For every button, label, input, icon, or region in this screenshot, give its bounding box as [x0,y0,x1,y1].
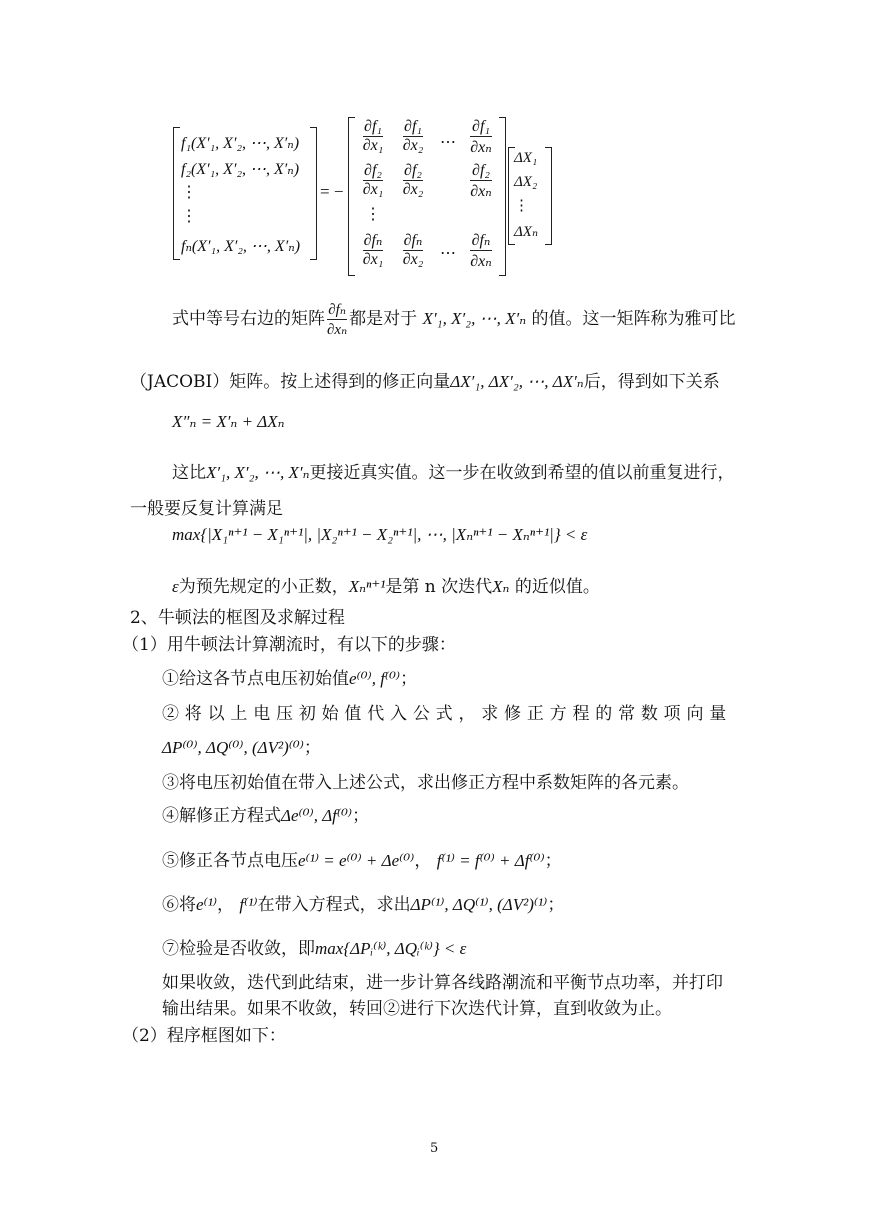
lhs-row-3: ⋮ [181,184,197,201]
jacobian-cell: $\frac{\text{∂f₂}}{\text{∂x₂}}$ [402,162,424,198]
step-7: ⑦检验是否收敛，即max{ΔPᵢ⁽ᵏ⁾, ΔQᵢ⁽ᵏ⁾} < ε [162,939,467,959]
paragraph-epsilon: ε为预先规定的小正数，Xₙⁿ⁺¹是第 n 次迭代Xₙ 的近似值。 [172,577,600,597]
lhs-row-5: fₙ(X′₁, X′₂, ⋯, X′ₙ) [181,238,301,255]
update-equation: X″ₙ = X′ₙ + ΔXₙ [172,412,285,431]
paragraph-convergence-2: 输出结果。如果不收敛，转回②进行下次迭代计算，直到收敛为止。 [162,999,672,1019]
jacobian-cell: $\frac{\text{∂f₂}}{\text{∂xₙ}}$ [470,162,492,200]
step-3: ③将电压初始值在带入上述公式，求出修正方程中系数矩阵的各元素。 [162,773,689,793]
jacobian-vdots: ⋮ [365,206,381,223]
jacobian-cell: $\frac{\text{∂fₙ}}{\text{∂x₁}}$ [362,232,384,268]
paragraph-iteration-cont: 一般要反复计算满足 [130,499,283,519]
jacobian-bracket-right [499,117,506,276]
step-5: ⑤修正各节点电压e⁽¹⁾ = e⁽⁰⁾ + Δe⁽⁰⁾， f⁽¹⁾ = f⁽⁰⁾ + Δf⁽⁰⁾； [162,851,562,871]
paragraph-jacobian-definition: 式中等号右边的矩阵 $\frac{\text{∂fₙ}}{\text{∂xₙ}}$ 都是对于 X′₁, X′₂, ⋯, X′ₙ 的值。这一矩阵称为雅可比 [172,302,736,338]
paragraph-correction-vector: （JACOBI）矩阵。按上述得到的修正向量ΔX′₁, ΔX′₂, ⋯, ΔX′ₙ后，得到如下关系 [130,372,720,392]
paragraph-iteration: 这比X′₁, X′₂, ⋯, X′ₙ更接近真实值。这一步在收敛到希望的值以前重复进行， [172,463,735,483]
lhs-bracket-right [310,127,317,260]
jacobian-cell: $\frac{\text{∂f₁}}{\text{∂xₙ}}$ [470,118,492,156]
page-number: 5 [430,1141,439,1156]
delta-vdots: ⋮ [514,198,529,214]
lhs-row-2: f₂(X′₁, X′₂, ⋯, X′ₙ) [181,161,300,178]
subsection-heading-steps: （1）用牛顿法计算潮流时，有以下的步骤： [122,635,456,655]
subsection-heading-flowchart: （2）程序框图如下： [122,1026,286,1046]
step-1: ①给这各节点电压初始值e⁽⁰⁾, f⁽⁰⁾； [162,669,418,689]
lhs-bracket-left [173,127,180,260]
lhs-row-4: ⋮ [181,208,197,225]
delta-x1: ΔX₁ [514,150,538,166]
delta-bracket-right [545,147,552,245]
step-4: ④解修正方程式Δe⁽⁰⁾, Δf⁽⁰⁾； [162,806,370,826]
convergence-criterion: max{|X₁ⁿ⁺¹ − X₁ⁿ⁺¹|, |X₂ⁿ⁺¹ − X₂ⁿ⁺¹|, ⋯, |Xₙⁿ⁺¹ − Xₙⁿ⁺¹|} < ε [172,525,588,544]
section-heading: 2、牛顿法的框图及求解过程 [130,608,345,628]
jacobian-cell: $\frac{\text{∂fₙ}}{\text{∂xₙ}}$ [470,232,492,270]
delta-x2: ΔX₂ [514,174,538,190]
delta-xn: ΔXₙ [514,224,539,240]
jacobian-cell: $\frac{\text{∂f₁}}{\text{∂x₂}}$ [402,118,424,154]
lhs-row-1: f₁(X′₁, X′₂, ⋯, X′ₙ) [181,135,300,152]
partial-fraction: $\frac{\text{∂fₙ}}{\text{∂xₙ}}$ [327,302,348,338]
step-6: ⑥将e⁽¹⁾， f⁽¹⁾在带入方程式，求出ΔP⁽¹⁾, ΔQ⁽¹⁾, (ΔV²)⁽¹⁾； [162,895,565,915]
jacobian-cell: $\frac{\text{∂fₙ}}{\text{∂x₂}}$ [402,232,424,268]
jacobian-bracket-left [348,117,355,276]
jacobian-hdots: ⋯ [440,245,456,262]
paragraph-convergence-1: 如果收敛，迭代到此结束，进一步计算各线路潮流和平衡节点功率，并打印 [162,973,723,993]
jacobian-cell: $\frac{\text{∂f₂}}{\text{∂x₁}}$ [362,162,384,198]
jacobian-hdots: ⋯ [440,134,456,151]
jacobian-cell: $\frac{\text{∂f₁}}{\text{∂x₁}}$ [362,118,384,154]
equals-minus: = − [320,182,344,201]
step-2-vector: ΔP⁽⁰⁾, ΔQ⁽⁰⁾, (ΔV²)⁽⁰⁾； [162,738,321,758]
step-2: ② 将 以 上 电 压 初 始 值 代 入 公 式 ， 求 修 正 方 程 的 常 数 项 向 量 [162,704,727,724]
